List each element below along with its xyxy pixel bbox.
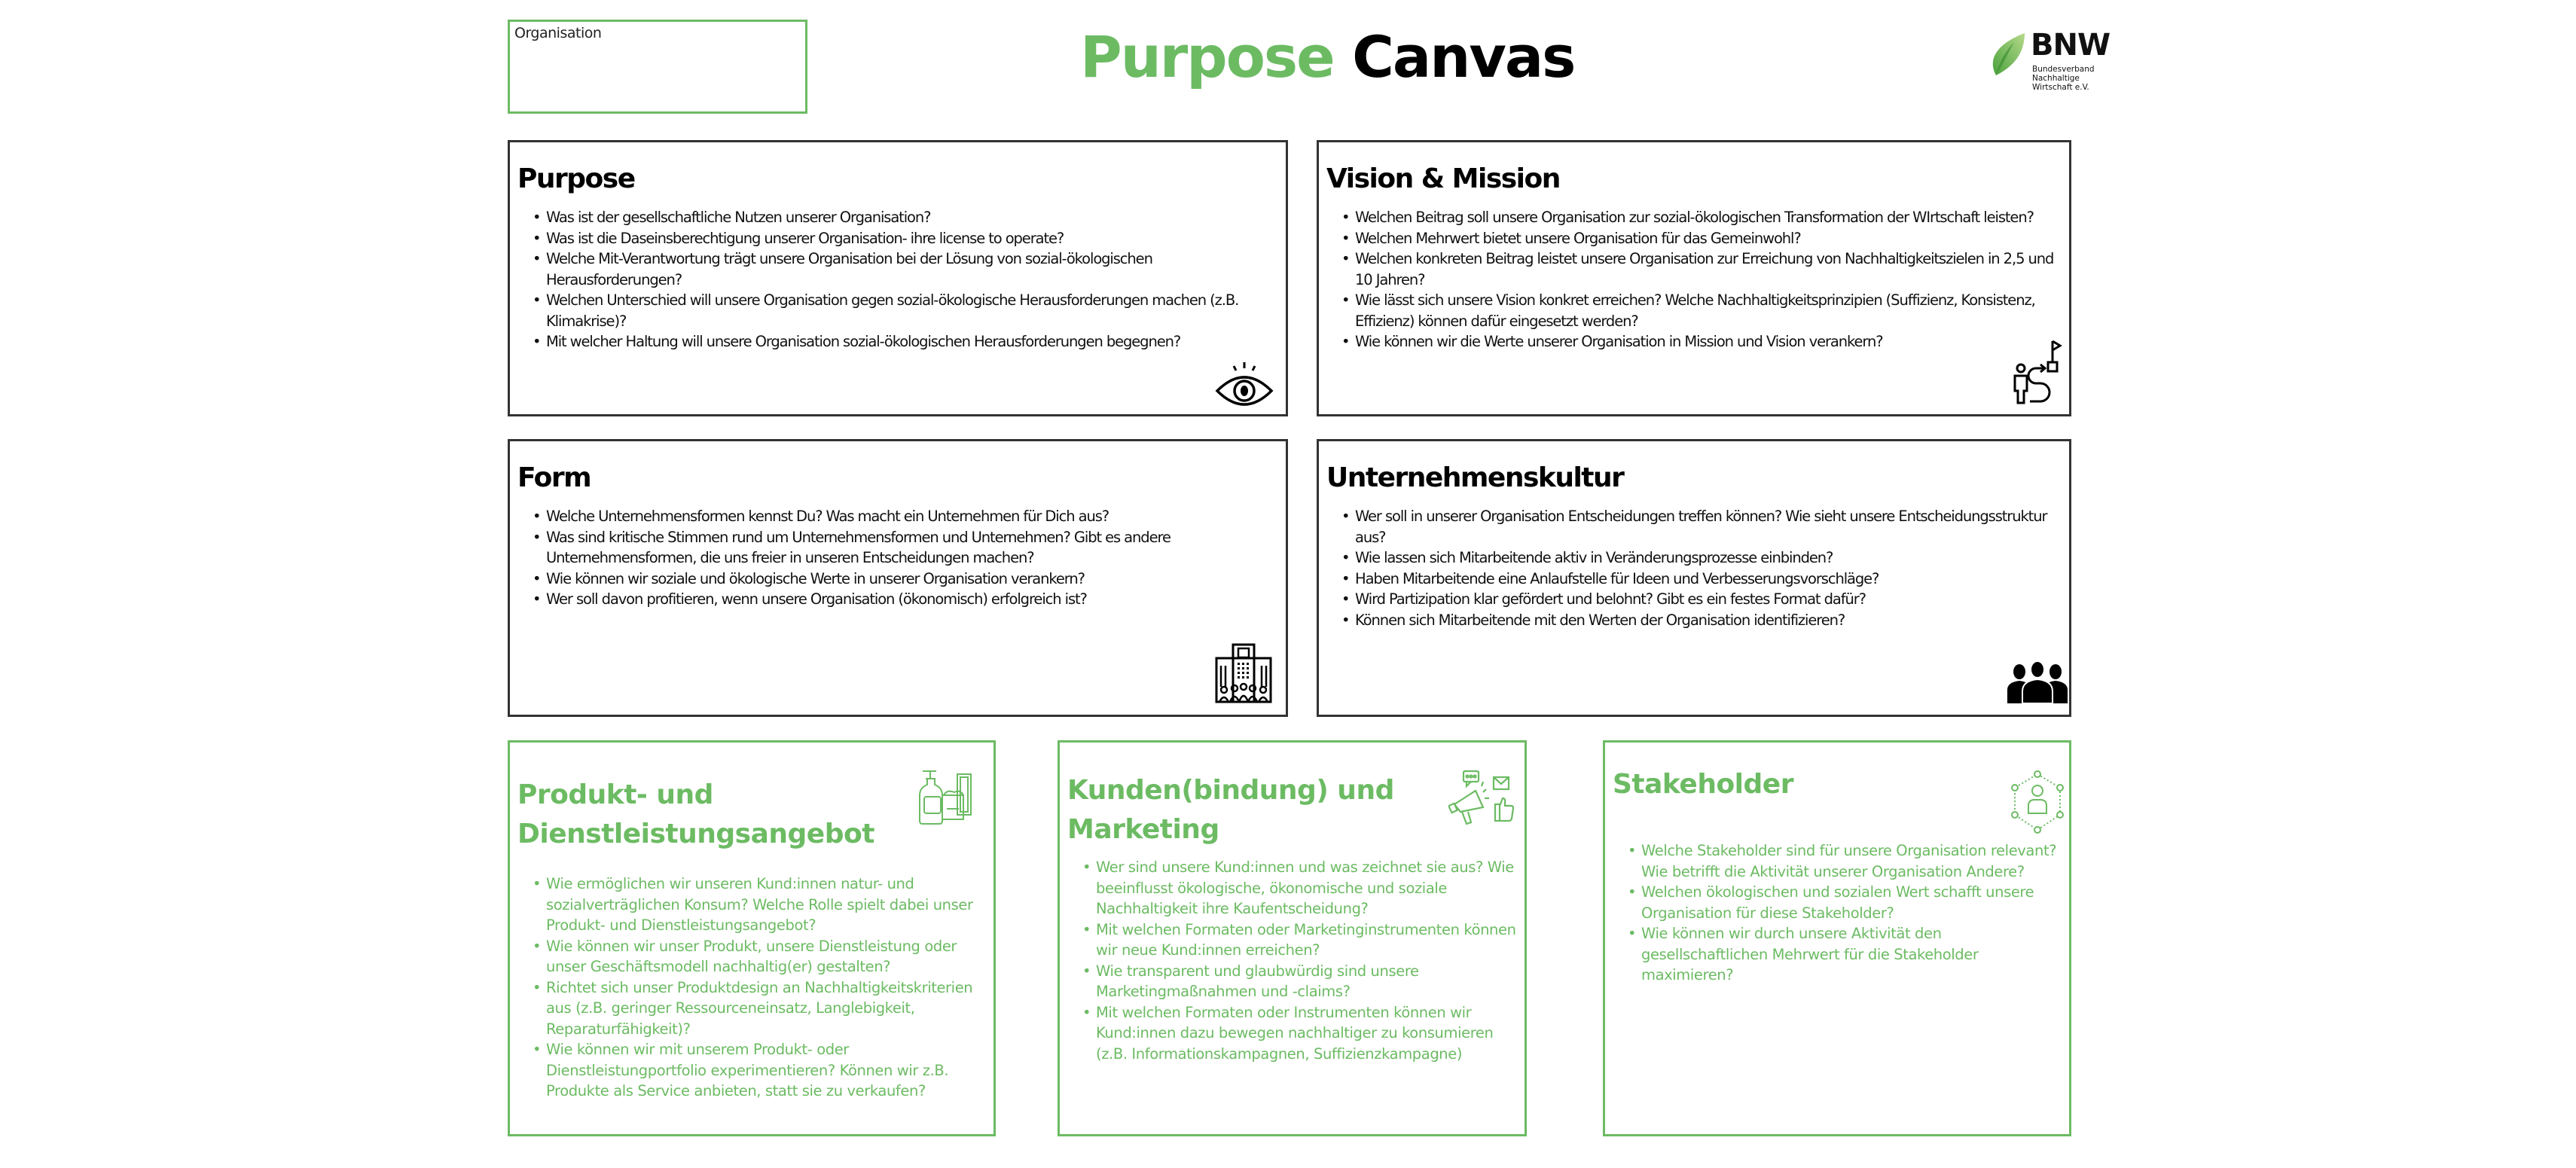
question-item: • Was ist die Daseinsberechtigung unserer Organisation- ihre license to operate? [533,228,1278,249]
question-item: • Welche Unternehmensformen kennst Du? Was macht ein Unternehmen für Dich aus? [533,506,1278,527]
stakeholder-network-icon [2007,770,2068,834]
card-title: Produkt- und Dienstleistungsangebot [517,779,874,849]
question-list [1341,207,2062,352]
question-item: • Haben Mitarbeitende eine Anlaufstelle für Ideen und Verbesserungsvorschläge? [1341,569,2062,590]
product-bottles-icon [914,768,974,825]
page-title-purpose: Purpose [1080,23,1334,90]
logo-line-2: Nachhaltige [2032,74,2080,83]
megaphone-marketing-icon [1448,768,1516,828]
question-item: • Können sich Mitarbeitende mit den Werten der Organisation identifizieren? [1341,610,2062,631]
logo-wordmark: BNW [2031,28,2111,63]
eye-icon [1214,361,1274,407]
question-item: • Welche Mit-Verantwortung trägt unsere Organisation bei der Lösung von sozial-ökologischen Herausforderungen? [533,249,1278,290]
card-title: Stakeholder [1613,769,1793,800]
question-item: • Wie können wir soziale und ökologische Werte in unserer Organisation verankern? [533,569,1278,590]
organisation-field[interactable] [508,20,807,114]
question-item: • Wie können wir die Werte unserer Organisation in Mission und Vision verankern? [1341,331,2062,352]
card-produkt-dienstleistungsangebot[interactable] [508,740,996,1136]
card-title: Purpose [517,163,635,194]
question-item: • Wie lässt sich unsere Vision konkret erreichen? Welche Nachhaltigkeitsprinzipien (Suffizienz, Konsistenz, Effizienz) können dafür eingesetzt werden? [1341,290,2062,331]
question-item: • Mit welchen Formaten oder Marketinginstrumenten können wir neue Kund:innen erreichen? [1082,919,1517,961]
card-title: Unternehmenskultur [1326,462,1624,493]
bnw-logo [1988,28,2111,100]
question-item: • Welche Stakeholder sind für unsere Organisation relevant? Wie betrifft die Aktivität unserer Organisation Andere? [1628,840,2062,882]
question-item: • Mit welchen Formaten oder Instrumenten können wir Kund:innen dazu bewegen nachhaltiger zu konsumieren (z.B. Informationskampagnen, Suffizienzkampagne) [1082,1002,1517,1065]
question-item: • Wie können wir durch unsere Aktivität den gesellschaftlichen Mehrwert für die Stakeholder maximieren? [1628,923,2062,986]
logo-subtitle [2032,65,2095,92]
question-item: • Wird Partizipation klar gefördert und belohnt? Gibt es ein festes Format dafür? [1341,589,2062,610]
organisation-label: Organisation [514,25,602,41]
page-title [1080,20,1575,95]
question-item: • Welchen Mehrwert bietet unsere Organisation für das Gemeinwohl? [1341,228,2062,249]
question-item: • Wie können wir mit unserem Produkt- oder Dienstleistungportfolio experimentieren? Können wir z.B. Produkte als Service anbieten, statt sie zu verkaufen? [533,1039,986,1102]
question-item: • Welchen konkreten Beitrag leistet unsere Organisation zur Erreichung von Nachhaltigkeitszielen in 2,5 und 10 Jahren? [1341,249,2062,290]
question-item: • Wie transparent und glaubwürdig sind unsere Marketingmaßnahmen und -claims? [1082,961,1517,1002]
question-item: • Welchen Unterschied will unsere Organisation gegen sozial-ökologische Herausforderungen machen (z.B. Klimakrise)? [533,290,1278,331]
card-title: Vision & Mission [1326,163,1560,194]
question-item: • Wie können wir unser Produkt, unsere Dienstleistung oder unser Geschäftsmodell nachhaltig(er) gestalten? [533,936,986,977]
question-list [533,506,1278,610]
question-list [1628,840,2062,986]
question-item: • Was ist der gesellschaftliche Nutzen unserer Organisation? [533,207,1278,228]
card-stakeholder[interactable] [1603,740,2071,1136]
question-list [533,874,986,1102]
card-unternehmenskultur[interactable] [1317,439,2071,717]
question-item: • Richtet sich unser Produktdesign an Nachhaltigkeitskriterien aus (z.B. geringer Ressourceneinsatz, Langlebigkeit, Reparaturfähigkeit)? [533,977,986,1040]
question-item: • Was sind kritische Stimmen rund um Unternehmensformen und Unternehmen? Gibt es andere Unternehmensformen, die uns freier in unseren Entscheidungen machen? [533,527,1278,569]
question-list [1341,506,2062,630]
question-item: • Wie ermöglichen wir unseren Kund:innen natur- und sozialverträglichen Konsum? Welche Rolle spielt dabei unser Produkt- und Dienstleistungsangebot? [533,874,986,936]
office-building-people-icon [1213,643,1274,703]
question-list [1082,857,1517,1064]
question-item: • Wie lassen sich Mitarbeitende aktiv in Veränderungsprozesse einbinden? [1341,547,2062,569]
team-group-icon [2006,660,2069,705]
question-item: • Wer soll davon profitieren, wenn unsere Organisation (ökonomisch) erfolgreich ist? [533,589,1278,610]
question-list [533,207,1278,352]
logo-line-3: Wirtschaft e.V. [2032,83,2089,92]
card-purpose[interactable] [508,140,1288,416]
logo-line-1: Bundesverband [2032,65,2095,74]
page-title-canvas: Canvas [1352,23,1575,90]
question-item: • Welchen Beitrag soll unsere Organisation zur sozial-ökologischen Transformation der WIrtschaft leisten? [1341,207,2062,228]
card-form[interactable] [508,439,1288,717]
card-title: Kunden(bindung) und Marketing [1067,775,1394,845]
leaf-icon [1988,32,2028,77]
question-item: • Welchen ökologischen und sozialen Wert schafft unsere Organisation für diese Stakeholder? [1628,882,2062,923]
question-item: • Wer soll in unserer Organisation Entscheidungen treffen können? Wie sieht unsere Entscheidungsstruktur aus? [1341,506,2062,547]
card-title: Form [517,462,591,493]
card-vision-mission[interactable] [1317,140,2071,416]
person-path-flag-icon [2012,337,2065,404]
question-item: • Mit welcher Haltung will unsere Organisation sozial-ökologischen Herausforderungen begegnen? [533,331,1278,352]
question-item: • Wer sind unsere Kund:innen und was zeichnet sie aus? Wie beeinflusst ökologische, ökonomische und soziale Nachhaltigkeit ihre Kaufentscheidung? [1082,857,1517,919]
card-kunden-marketing[interactable] [1058,740,1527,1136]
